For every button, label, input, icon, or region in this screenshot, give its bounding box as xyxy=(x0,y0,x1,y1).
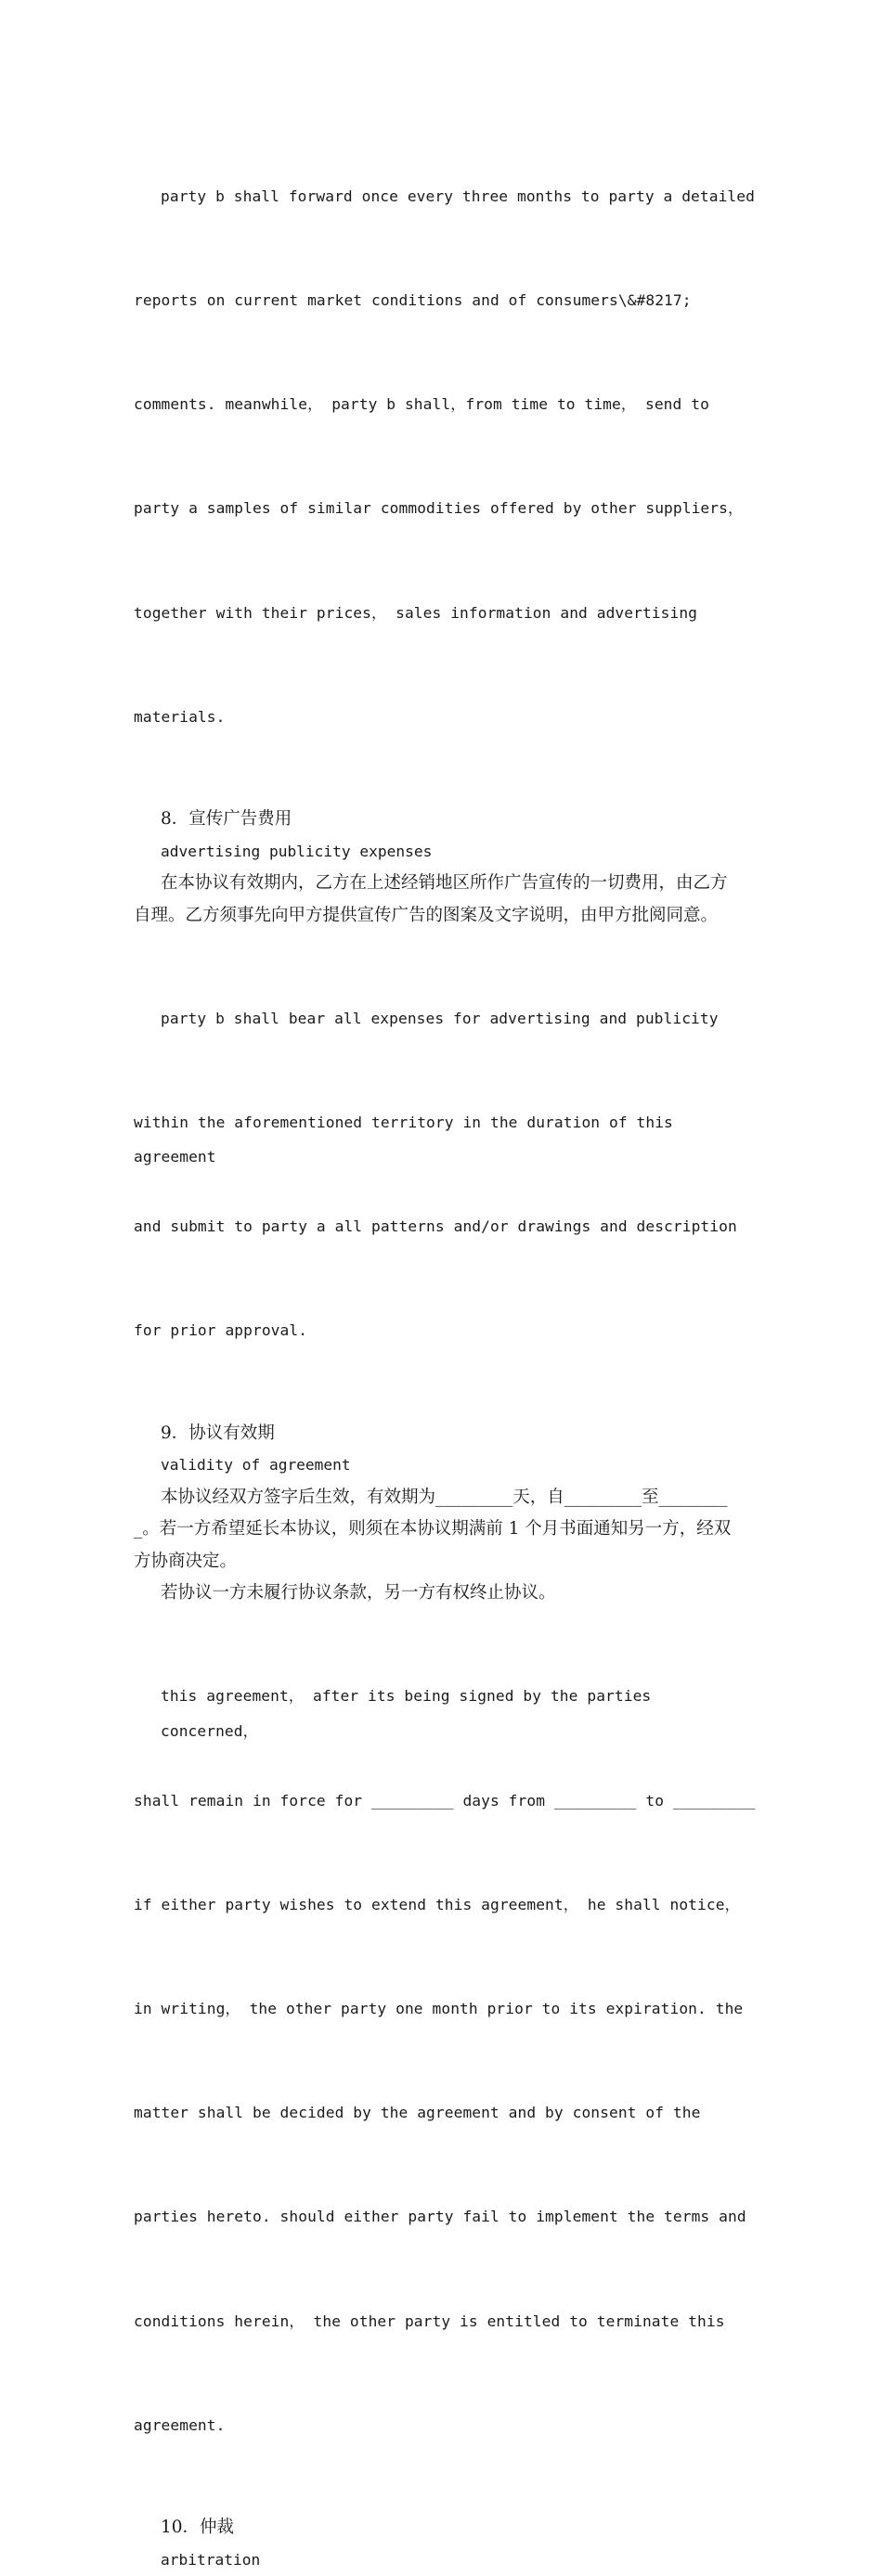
text-line: together with their prices， sales information and advertising xyxy=(134,603,698,622)
text-line: reports on current market conditions and of consumers\&#8217; xyxy=(134,291,692,310)
text-line: party b shall bear all expenses for advertising and publicity xyxy=(161,1009,719,1027)
text-line: and submit to party a all patterns and/or drawings and description xyxy=(134,1217,737,1236)
document-body xyxy=(134,109,756,2576)
section-9-english-text xyxy=(134,1610,756,2512)
text-line: for prior approval. xyxy=(134,1321,308,1340)
text-line: 本协议经双方签字后生效，有效期为_________天，自_________至________ xyxy=(161,1487,728,1507)
paragraph-market-reports xyxy=(134,109,756,804)
section-9-heading: 9．协议有效期 xyxy=(161,1423,275,1443)
section-9-chinese-text xyxy=(134,1482,756,1610)
section-10-english-heading: arbitration xyxy=(161,2550,261,2569)
text-line: comments. meanwhile， party b shall，from time to time， send to xyxy=(134,395,709,414)
text-line: 若协议一方未履行协议条款，另一方有权终止协议。 xyxy=(161,1583,556,1604)
text-line: this agreement， after its being signed by the parties concerned， xyxy=(161,1687,661,1740)
section-8-english-heading: advertising publicity expenses xyxy=(161,842,433,860)
text-line: if either party wishes to extend this agreement， he shall notice， xyxy=(134,1895,740,1913)
text-line: 在本协议有效期内，乙方在上述经销地区所作广告宣传的一切费用，由乙方 xyxy=(161,873,728,894)
text-line: matter shall be decided by the agreement and by consent of the xyxy=(134,2104,701,2122)
section-8-chinese-text xyxy=(134,868,756,932)
text-line: materials. xyxy=(134,707,226,726)
text-line: party a samples of similar commodities offered by other suppliers， xyxy=(134,499,744,518)
text-line: 方协商决定。 xyxy=(134,1551,238,1571)
section-9-english-heading: validity of agreement xyxy=(161,1456,351,1475)
text-line: party b shall forward once every three months to party a detailed xyxy=(161,187,755,205)
text-line: within the aforementioned territory in the duration of this agreement xyxy=(134,1114,682,1166)
text-line: 自理。乙方须事先向甲方提供宣传广告的图案及文字说明，由甲方批阅同意。 xyxy=(134,905,719,925)
text-line: conditions herein， the other party is entitled to terminate this xyxy=(134,2312,725,2330)
text-line: _。若一方希望延长本协议，则须在本协议期满前 1 个月书面通知另一方，经双 xyxy=(134,1519,732,1539)
text-line: shall remain in force for _________ days from _________ to _________ xyxy=(134,1791,756,1810)
text-line: agreement. xyxy=(134,2415,226,2434)
section-8-english-text xyxy=(134,932,756,1418)
text-line: in writing， the other party one month prior to its expiration. the xyxy=(134,2000,744,2018)
section-10-heading: 10．仲裁 xyxy=(161,2518,235,2538)
text-line: parties hereto. should either party fail to implement the terms and xyxy=(134,2208,746,2226)
section-8-heading: 8．宣传广告费用 xyxy=(161,809,292,830)
